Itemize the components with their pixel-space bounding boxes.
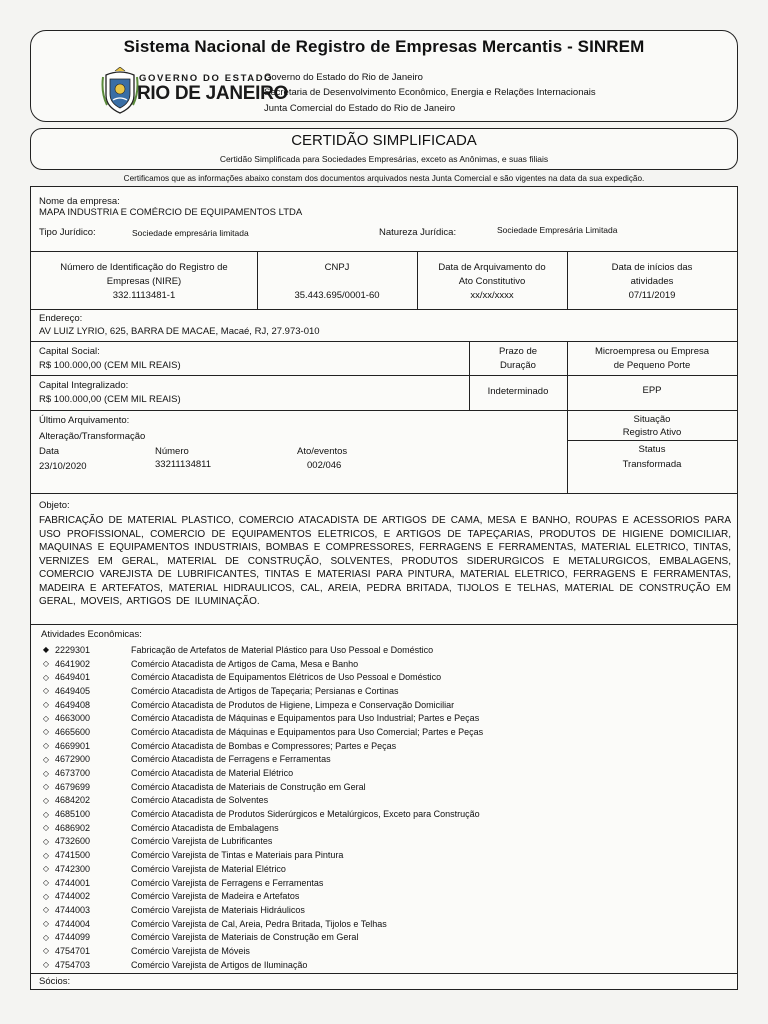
- secondary-activity-diamond-icon: ◇: [42, 741, 50, 751]
- activity-description: Comércio Atacadista de Embalagens: [131, 822, 279, 833]
- address-value: AV LUIZ LYRIO, 625, BARRA DE MACAE, Macaé, RJ, 27.973-010: [39, 326, 320, 337]
- activity-description: Comércio Atacadista de Ferragens e Ferramentas: [131, 754, 331, 765]
- activity-code: 4684202: [55, 795, 91, 806]
- filing-number-col-label: Número: [155, 446, 189, 457]
- nire-value: 332.1113481-1: [112, 290, 176, 301]
- status-label: Status: [638, 444, 666, 455]
- header-box: [30, 30, 738, 122]
- activity-code: 4742300: [55, 863, 91, 874]
- divider: [31, 251, 737, 252]
- size-value: EPP: [642, 385, 662, 396]
- certidao-box: [30, 128, 738, 170]
- divider: [31, 341, 737, 342]
- activity-row: [41, 889, 731, 903]
- activity-description: Comércio Atacadista de Artigos de Tapeçaria; Persianas e Cortinas: [131, 685, 399, 696]
- paid-capital-label: Capital Integralizado:: [39, 380, 129, 391]
- filing-date-col-label: Data: [39, 446, 60, 457]
- secondary-activity-diamond-icon: ◇: [42, 672, 50, 682]
- activity-description: Comércio Atacadista de Equipamentos Elétricos de Uso Pessoal e Doméstico: [131, 672, 442, 683]
- start-date-value: 07/11/2019: [628, 290, 676, 301]
- nire-label-1: Número de Identificação do Registro de: [60, 262, 228, 273]
- secondary-activity-diamond-icon: ◇: [42, 823, 50, 833]
- logo-main-text: RIO DE JANEIRO: [137, 83, 288, 104]
- org-line-2: Secretaria de Desenvolvimento Econômico, Energia e Relações Internacionais: [264, 87, 596, 98]
- activity-code: 4641902: [55, 658, 91, 669]
- activity-row: [41, 944, 731, 958]
- certificate-body: [30, 186, 738, 990]
- divider: [31, 375, 737, 376]
- cnpj-value: 35.443.695/0001-60: [294, 290, 380, 301]
- legal-type: Sociedade empresária limitada: [132, 228, 249, 238]
- secondary-activity-diamond-icon: ◇: [42, 727, 50, 737]
- secondary-activity-diamond-icon: ◇: [42, 659, 50, 669]
- last-filing-type: Alteração/Transformação: [39, 431, 146, 442]
- purpose-label: Objeto:: [39, 500, 70, 511]
- paid-capital-value: R$ 100.000,00 (CEM MIL REAIS): [39, 394, 181, 405]
- activity-row: [41, 848, 731, 862]
- activity-description: Comércio Atacadista de Máquinas e Equipamentos para Uso Comercial; Partes e Peças: [131, 726, 484, 737]
- share-capital-label: Capital Social:: [39, 346, 100, 357]
- activities-label: Atividades Econômicas:: [41, 629, 142, 640]
- activity-code: 4744099: [55, 932, 91, 943]
- secondary-activity-diamond-icon: ◇: [42, 700, 50, 710]
- activity-description: Comércio Varejista de Materiais Hidráulicos: [131, 904, 305, 915]
- filing-events-col-label: Ato/eventos: [297, 446, 348, 457]
- status-value: Transformada: [622, 459, 682, 470]
- activity-row: [41, 739, 731, 753]
- activity-code: 4744002: [55, 891, 91, 902]
- address-label: Endereço:: [39, 313, 83, 324]
- certify-statement: Certificamos que as informações abaixo constam dos documentos arquivados nesta Junta Comercial e são vigentes na data da sua expedição.: [123, 174, 645, 183]
- secondary-activity-diamond-icon: ◇: [42, 960, 50, 970]
- activity-code: 4663000: [55, 713, 91, 724]
- org-line-1: Governo do Estado do Rio de Janeiro: [264, 72, 423, 83]
- activity-code: 4754703: [55, 959, 91, 970]
- secondary-activity-diamond-icon: ◇: [42, 754, 50, 764]
- activity-code: 4649408: [55, 699, 91, 710]
- start-date-label-2: atividades: [630, 276, 674, 287]
- secondary-activity-diamond-icon: ◇: [42, 713, 50, 723]
- secondary-activity-diamond-icon: ◇: [42, 878, 50, 888]
- filing-number: 33211134811: [155, 459, 212, 470]
- activities-list: [41, 643, 731, 972]
- activity-row: [41, 753, 731, 767]
- secondary-activity-diamond-icon: ◇: [42, 919, 50, 929]
- company-name-label: Nome da empresa:: [39, 196, 120, 207]
- start-date-label-1: Data de inícios das: [611, 262, 693, 273]
- activity-description: Comércio Atacadista de Artigos de Cama, Mesa e Banho: [131, 658, 359, 669]
- partners-label: Sócios:: [39, 976, 71, 987]
- activity-description: Comércio Varejista de Materiais de Construção em Geral: [131, 932, 359, 943]
- activity-description: Comércio Varejista de Móveis: [131, 945, 250, 956]
- filing-date: 23/10/2020: [39, 461, 87, 472]
- activity-description: Comércio Varejista de Ferragens e Ferramentas: [131, 877, 324, 888]
- activity-code: 4686902: [55, 822, 91, 833]
- activity-code: 4685100: [55, 809, 91, 820]
- purpose-text: FABRICAÇÃO DE MATERIAL PLASTICO, COMERCIO ATACADISTA DE ARTIGOS DE CAMA, MESA E BANHO, ROUPAS E ACESSORIOS PARA USO PROFISSIONAL, COMERCIO DE EQUIPAMENTOS ELETRICOS, E ARTIGOS DE TAPEÇARIAS, PRODUTOS DE HIGIENE DOMICILIAR, MAQUINAS E EQUIPAMENTOS INDUSTRIAIS, BOMBAS E COMPRESSORES, FERRAGENS E FERRAMENTAS, MATERIAL ELETRICO, TINTAS, VERNIZES EM GERAL, MATERIAL DE CONSTRUÇÃO, SOLVENTES, PRODUTOS SIDERURGICOS E METALURGICOS, EMBALAGENS, COMERCIO VAREJISTA DE LUBRIFICANTES, TINTAS E MATERIASI PARA PINTURA, MATERIAL ELETRICO, FERRAGENS E FERRAMENTAS, MADEIRA E ARTEFATOS, MATERIAL HIDRAULICOS, CAL, AREIA, PEDRA BRITADA, TIJOLOS E TELHAS, MATERIAL DE CONSTRUÇÃO EM GERAL, MOVEIS, ARTIGOS DE ILUMINAÇÃO.: [39, 515, 731, 607]
- activity-description: Comércio Varejista de Material Elétrico: [131, 863, 286, 874]
- activity-code: 4732600: [55, 836, 91, 847]
- share-capital-value: R$ 100.000,00 (CEM MIL REAIS): [39, 360, 181, 371]
- activity-row: [41, 684, 731, 698]
- rj-government-logo: [101, 67, 288, 115]
- activity-row: [41, 958, 731, 972]
- duration-value: Indeterminado: [487, 386, 549, 397]
- activity-description: Comércio Atacadista de Máquinas e Equipamentos para Uso Industrial; Partes e Peças: [131, 713, 480, 724]
- size-label-1: Microempresa ou Empresa: [594, 346, 710, 357]
- logo-top-text: GOVERNO DO ESTADO: [139, 73, 274, 84]
- activity-code: 4649405: [55, 685, 91, 696]
- company-name: MAPA INDUSTRIA E COMÉRCIO DE EQUIPAMENTOS LTDA: [39, 207, 303, 218]
- certidao-description: Certidão Simplificada para Sociedades Empresárias, exceto as Anônimas, e suas filiais: [219, 154, 549, 164]
- certidao-title: CERTIDÃO SIMPLIFICADA: [291, 132, 477, 149]
- org-line-3: Junta Comercial do Estado do Rio de Janeiro: [264, 103, 456, 114]
- activity-row: [41, 930, 731, 944]
- filing-date-label-1: Data de Arquivamento do: [438, 262, 546, 273]
- activity-code: 4672900: [55, 754, 91, 765]
- activity-row: [41, 766, 731, 780]
- activity-code: 4679699: [55, 781, 91, 792]
- system-title: Sistema Nacional de Registro de Empresas Mercantis - SINREM: [123, 37, 645, 56]
- activity-description: Comércio Atacadista de Bombas e Compressores; Partes e Peças: [131, 740, 397, 751]
- secondary-activity-diamond-icon: ◇: [42, 809, 50, 819]
- activity-description: Comércio Varejista de Cal, Areia, Pedra Britada, Tijolos e Telhas: [131, 918, 387, 929]
- divider: [31, 309, 737, 310]
- activity-row: [41, 780, 731, 794]
- divider: [31, 973, 737, 974]
- last-filing-label: Último Arquivamento:: [39, 415, 130, 426]
- secondary-activity-diamond-icon: ◇: [42, 782, 50, 792]
- nire-label-2: Empresas (NIRE): [106, 276, 182, 287]
- activity-row: [41, 643, 731, 657]
- activity-description: Comércio Atacadista de Material Elétrico: [131, 768, 294, 779]
- rj-coat-of-arms-icon: [101, 67, 139, 115]
- filing-date-label-2: Ato Constitutivo: [458, 276, 526, 287]
- secondary-activity-diamond-icon: ◇: [42, 891, 50, 901]
- activity-code: 4744003: [55, 904, 91, 915]
- secondary-activity-diamond-icon: ◇: [42, 768, 50, 778]
- activity-description: Comércio Varejista de Madeira e Artefatos: [131, 891, 300, 902]
- activity-row: [41, 917, 731, 931]
- cnpj-label: CNPJ: [324, 262, 350, 273]
- activity-row: [41, 821, 731, 835]
- activity-description: Comércio Atacadista de Solventes: [131, 795, 269, 806]
- legal-type-label: Tipo Jurídico:: [39, 227, 96, 238]
- activity-row: [41, 903, 731, 917]
- size-label-2: de Pequeno Porte: [613, 360, 691, 371]
- secondary-activity-diamond-icon: ◇: [42, 932, 50, 942]
- activity-description: Comércio Atacadista de Produtos de Higiene, Limpeza e Conservação Domiciliar: [131, 699, 455, 710]
- secondary-activity-diamond-icon: ◇: [42, 850, 50, 860]
- activity-description: Comércio Atacadista de Produtos Siderúrgicos e Metalúrgicos, Exceto para Construção: [131, 809, 480, 820]
- activity-row: [41, 725, 731, 739]
- activity-description: Fabricação de Artefatos de Material Plástico para Uso Pessoal e Doméstico: [131, 644, 434, 655]
- activity-row: [41, 698, 731, 712]
- activity-description: Comércio Varejista de Tintas e Materiais para Pintura: [131, 850, 344, 861]
- secondary-activity-diamond-icon: ◇: [42, 795, 50, 805]
- activity-code: 4754701: [55, 945, 91, 956]
- activity-code: 4673700: [55, 768, 91, 779]
- divider: [567, 440, 737, 441]
- divider: [31, 624, 737, 625]
- divider: [31, 410, 737, 411]
- activity-row: [41, 670, 731, 684]
- activity-code: 4665600: [55, 726, 91, 737]
- filing-events: 002/046: [307, 460, 342, 471]
- activity-code: 4744004: [55, 918, 91, 929]
- activity-description: Comércio Varejista de Lubrificantes: [131, 836, 273, 847]
- activity-row: [41, 862, 731, 876]
- activity-code: 4741500: [55, 850, 91, 861]
- secondary-activity-diamond-icon: ◇: [42, 686, 50, 696]
- activity-code: 4744001: [55, 877, 91, 888]
- duration-label-1: Prazo de: [498, 346, 538, 357]
- secondary-activity-diamond-icon: ◇: [42, 946, 50, 956]
- activity-code: 4669901: [55, 740, 91, 751]
- activity-row: [41, 807, 731, 821]
- activity-code: 2229301: [55, 644, 91, 655]
- legal-nature-label: Natureza Jurídica:: [379, 227, 457, 238]
- secondary-activity-diamond-icon: ◇: [42, 905, 50, 915]
- duration-label-2: Duração: [500, 360, 536, 371]
- legal-nature: Sociedade Empresária Limitada: [497, 225, 618, 235]
- activity-row: [41, 657, 731, 671]
- secondary-activity-diamond-icon: ◇: [42, 836, 50, 846]
- activity-row: [41, 835, 731, 849]
- activity-row: [41, 794, 731, 808]
- activity-description: Comércio Atacadista de Materiais de Construção em Geral: [131, 781, 366, 792]
- situation-value: Registro Ativo: [622, 427, 682, 438]
- activity-code: 4649401: [55, 672, 91, 683]
- primary-activity-diamond-icon: ◆: [42, 645, 50, 655]
- activity-description: Comércio Varejista de Artigos de Iluminação: [131, 959, 308, 970]
- activity-row: [41, 876, 731, 890]
- filing-date-value: xx/xx/xxxx: [470, 290, 514, 301]
- divider: [31, 493, 737, 494]
- situation-label: Situação: [633, 414, 671, 425]
- secondary-activity-diamond-icon: ◇: [42, 864, 50, 874]
- activity-row: [41, 711, 731, 725]
